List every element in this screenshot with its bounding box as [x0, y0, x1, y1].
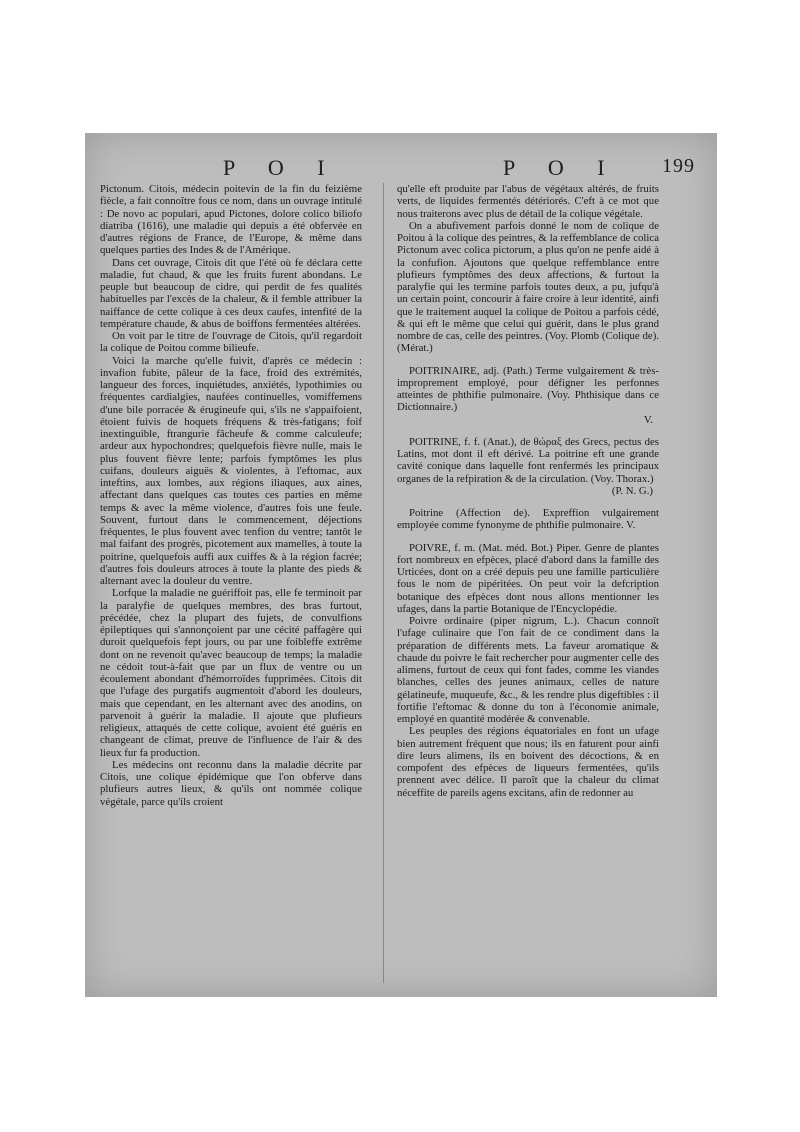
- entry-poitrinaire: POITRINAIRE, adj. (Path.) Terme vulgairement & très-improprement employé, pour défigner les perfonnes atteintes de phthifie pulmonaire. (Voy. Phthisique dans ce Dictionnaire.): [397, 364, 659, 414]
- entry-poitrine-affection: Poitrine (Affection de). Expreffion vulgairement employée comme fynonyme de phthifie pulmonaire. V.: [397, 507, 659, 532]
- column-divider: [383, 183, 384, 983]
- paragraph: Dans cet ouvrage, Citois dit que l'été où fe déclara cette maladie, fut chaud, & que les fruits furent abondans. Le peuple but beaucoup de cidre, qui perdit de fes qualités habituelles par l'excès de la chaleur, & il femble attribuer la naiffance de cette colique à ces deux caufes, intenfité de la température chaude, & abus de boiffons fermentées altérées.: [100, 256, 362, 330]
- entry-signature: (P. N. G.): [611, 484, 653, 497]
- left-column: [100, 183, 362, 808]
- entry-poitrine: POITRINE, f. f. (Anat.), de θώραξ des Grecs, pectus des Latins, mot dont il eft dérivé. La poitrine eft une grande cavité conique dans laquelle font renfermés les principaux organes de la refpiration & de la circulation. (Voy. Thorax.): [397, 435, 659, 485]
- paragraph: On voit par le titre de l'ouvrage de Citois, qu'il regardoit la colique de Poitou comme bilieufe.: [100, 330, 362, 355]
- paragraph: Voici la marche qu'elle fuivit, d'après ce médecin : invafion fubite, pâleur de la face, froid des extrémités, langueur des forces, inquiétudes, anxiétés, lypothimies ou fréquentes cardialgies, naufées continuelles, vomiffemens d'une bile porracée & érugineufe qui, s'ils ne s'appaifoient, étoient fuivis de hoquets fréquens & très-fatigans; foif inextinguible, ftrangurie fâcheufe & comme calculeufe; ardeur aux hypochondres; quelquefois fièvre nulle, mais le plus fouvent fièvre lente; parfois fymptômes les plus cuifans, douleurs aiguës & violentes, à l'eftomac, aux inteftins, aux lombes, aux régions iliaques, aux aines, affectant dans quelques cas toutes ces parties en même temps & avec la même violence, d'autres fois une feule. Souvent, furtout dans le commencement, déjections fréquentes, le plus fouvent avec tenfion du ventre; tantôt le mal faifant des progrès, picotement aux mamelles, à toute la poitrine, quelquefois auffi aux cuiffes & à la région facrée; d'autres fois douleurs atroces à toute la plante des pieds & alternant avec la douleur du ventre.: [100, 354, 362, 587]
- entry-poivre: POIVRE, f. m. (Mat. méd. Bot.) Piper. Genre de plantes fort nombreux en efpèces, placé d'abord dans la famille des Urticées, dont on a créé depuis peu une famille particulière fous le nom de pipéritées. On peut voir la defcription botanique des efpèces dont nous allons mentionner les ufages, dans la partie Botanique de l'Encyclopédie.: [397, 541, 659, 615]
- right-column: [397, 183, 659, 799]
- entry-signature: V.: [643, 413, 653, 426]
- paragraph: Les médecins ont reconnu dans la maladie décrite par Citois, une colique épidémique que l'on obferve dans plufieurs autres lieux, & qu'ils ont nommée colique végétale, parce qu'ils croient: [100, 758, 362, 808]
- paragraph: qu'elle eft produite par l'abus de végétaux altérés, de fruits verts, de liquides fermentés détériorés. C'eft à ce mot que nous traiterons avec plus de détail de la colique végétale.: [397, 183, 659, 220]
- paragraph: Lorfque la maladie ne guériffoit pas, elle fe terminoit par la paralyfie de quelques membres, des bras furtout, précédée, chez la plupart des fujets, de convulfions épileptiques qui s'annonçoient par une cécité paffagère qui duroit quelquefois fept jours, ou par une foibleffe extrême dont on ne revenoit qu'avec beaucoup de temps; la maladie ne cédoit tout-à-fait que par un flux de ventre ou un écoulement abondant d'hémorroïdes fupprimées. Citois dit que l'ufage des purgatifs augmentoit d'abord les douleurs, mais que cependant, en les alternant avec des anodins, on parvenoit à guérir la maladie. Il ajoute que plufieurs religieux, attaqués de cette colique, avoient été guéris en changeant de climat, preuve de l'influence de l'air & des lieux fur fa production.: [100, 587, 362, 759]
- scanned-page: [85, 133, 717, 997]
- paragraph: Les peuples des régions équatoriales en font un ufage bien autrement fréquent que nous; ils en faturent pour ainfi dire leurs alimens, ils en boivent des décoctions, & en compofent des efpèces de liqueurs fermentées, qu'ils prennent avec délice. Il paroît que la chaleur du climat néceffite de pareils agens excitans, afin de redonner au: [397, 725, 659, 799]
- running-head-left: P O I: [223, 155, 339, 180]
- paragraph: Poivre ordinaire (piper nigrum, L.). Chacun connoît l'ufage culinaire que l'on fait de ce condiment dans la préparation de différents mets. La faveur aromatique & chaude du poivre le fait rechercher pour augmenter celle des alimens, furtout de ceux qui font fades, comme les viandes blanches, celles des jeunes animaux, celles de nature gélatineufe, muqueufe, &c., & les rendre plus digeftibles : il fortifie l'eftomac & donne du ton à l'économie animale, employé en quantité modérée & convenable.: [397, 615, 659, 725]
- paragraph: On a abufivement parfois donné le nom de colique de Poitou à la colique des peintres, & la reffemblance de colica Pictonum avec colica pictorum, a plus qu'on ne penfe aidé à la confufion. Ajoutons que quelque reffemblance entre plufieurs fymptômes des deux affections, & furtout la paralyfie qui les termine parfois toutes deux, a pu, jufqu'à un certain point, concourir à faire croire à leur identité, ainfi que le traitement auquel la colique de Poitou a parfois cédé, & qui eft le même que celui qui guérit, dans le plus grand nombre de cas, celle des peintres. (Voy. Plomb (Colique de). (Mérat.): [397, 219, 659, 355]
- page-number: 199: [662, 155, 695, 177]
- running-head-right: P O I: [503, 155, 619, 180]
- paragraph: Pictonum. Citois, médecin poitevin de la fin du feizième fiècle, a fait connoître fous ce nom, dans un ouvrage intitulé : De novo ac populari, apud Pictones, dolore colico biliofo diatriba (1616), une maladie qui depuis a été obfervée en d'autres régions de France, de l'Europe, & même dans quelques parties des Indes & de l'Amérique.: [100, 183, 362, 257]
